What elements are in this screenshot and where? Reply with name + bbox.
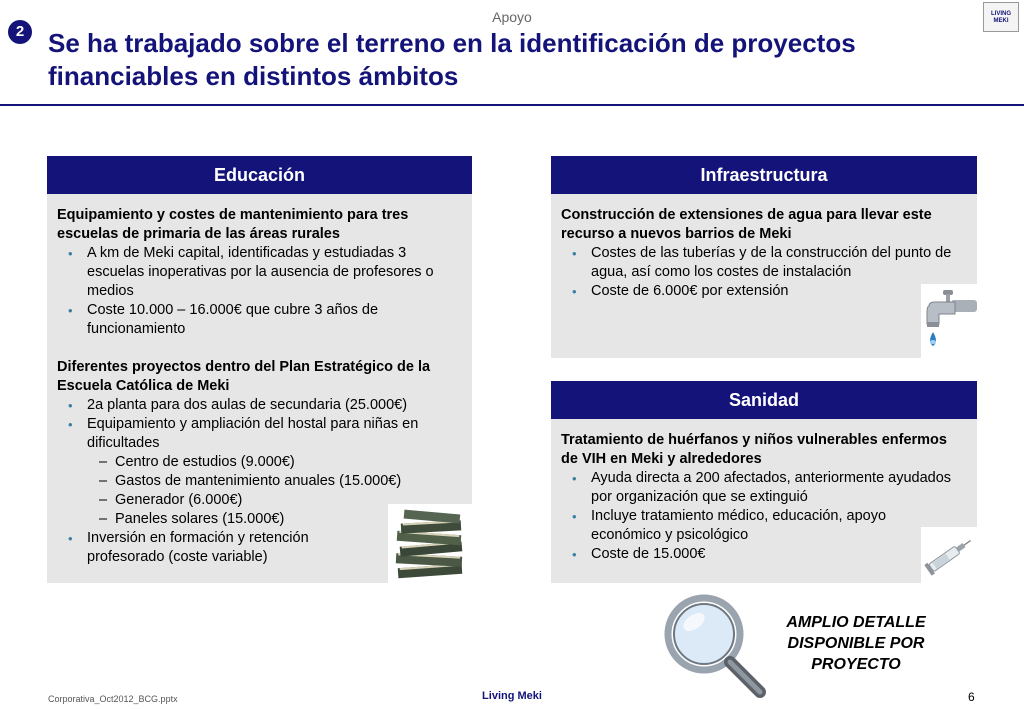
syringe-icon — [924, 535, 974, 575]
callout-line: DISPONIBLE POR — [787, 635, 925, 652]
list-item: • Coste de 15.000€ — [591, 545, 967, 564]
logo-text: LIVING MEKI — [990, 11, 1011, 24]
education-block1-title: Equipamiento y costes de mantenimiento para tres escuelas de primaria de las áreas rurales — [57, 207, 409, 242]
magnifier-icon — [668, 598, 760, 692]
magnifier-image — [660, 592, 772, 702]
infrastructure-body — [551, 194, 977, 301]
step-badge: 2 — [8, 20, 32, 44]
page-title: Se ha trabajado sobre el terreno en la identificación de proyectos financiables en distintos ámbitos — [48, 28, 856, 91]
list-item: • Ayuda directa a 200 afectados, anteriormente ayudados por organización que se extinguió — [591, 469, 967, 507]
section-tag: Apoyo — [492, 9, 532, 25]
syringe-image — [921, 527, 977, 583]
list-item-text: Equipamiento y ampliación del hostal para niñas en dificultades — [87, 416, 419, 451]
detail-callout — [770, 612, 942, 675]
list-item: • Incluye tratamiento médico, educación, apoyo económico y psicológico — [591, 507, 921, 545]
infrastructure-block-title: Construcción de extensiones de agua para llevar este recurso a nuevos barrios de Meki — [561, 207, 932, 242]
sub-list-item: – Gastos de mantenimiento anuales (15.000€) — [115, 472, 462, 491]
books-image — [388, 504, 472, 583]
faucet-image — [921, 284, 977, 358]
list-item: • 2a planta para dos aulas de secundaria (25.000€) — [87, 396, 462, 415]
footer-file-name: Corporativa_Oct2012_BCG.pptx — [48, 694, 178, 704]
list-item: • Coste 10.000 – 16.000€ que cubre 3 años de funcionamiento — [87, 301, 462, 339]
education-block2-title: Diferentes proyectos dentro del Plan Estratégico de la Escuela Católica de Meki — [57, 359, 431, 394]
health-heading: Sanidad — [551, 381, 977, 419]
infrastructure-list — [561, 244, 967, 301]
sub-list-item: – Centro de estudios (9.000€) — [115, 453, 462, 472]
page-number: 6 — [968, 690, 975, 704]
education-heading: Educación — [47, 156, 472, 194]
health-list — [561, 469, 967, 564]
list-item: • Inversión en formación y retención profesorado (coste variable) — [87, 529, 357, 567]
infrastructure-panel — [551, 156, 977, 358]
sub-list-item: – Generador (6.000€) — [115, 491, 462, 510]
sub-list-item: – Paneles solares (15.000€) — [115, 510, 462, 529]
education-block1-list — [57, 244, 462, 339]
title-divider — [0, 104, 1024, 106]
list-item: • Costes de las tuberías y de la construcción del punto de agua, así como los costes de instalación — [591, 244, 967, 282]
health-block-title: Tratamiento de huérfanos y niños vulnerables enfermos de VIH en Meki y alrededores — [561, 432, 947, 467]
callout-line: AMPLIO DETALLE — [786, 614, 926, 631]
infrastructure-heading: Infraestructura — [551, 156, 977, 194]
list-item: • A km de Meki capital, identificadas y estudiadas 3 escuelas inoperativas por la ausencia de profesores o medios — [87, 244, 462, 301]
faucet-icon — [927, 290, 977, 346]
books-icon — [396, 510, 463, 579]
callout-line: PROYECTO — [811, 656, 901, 673]
health-body — [551, 419, 977, 564]
footer-brand: Living Meki — [482, 690, 542, 702]
list-item: • Coste de 6.000€ por extensión — [591, 282, 967, 301]
living-meki-logo — [983, 2, 1019, 32]
health-panel — [551, 381, 977, 583]
